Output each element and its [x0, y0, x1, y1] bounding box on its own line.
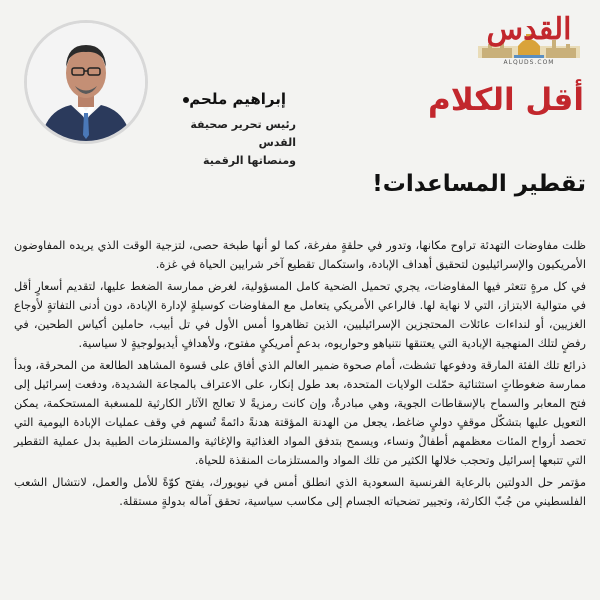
article-headline: تقطير المساعدات!: [372, 171, 586, 197]
author-role-line-2: ومنصاتها الرقمية: [203, 154, 296, 167]
column-title: أقل الكلام: [428, 82, 584, 118]
article-paragraph-2: في كل مرةٍ تتعثر فيها المفاوضات، يجري تحميل الضحية كامل المسؤولية، لغرض ممارسة الضغط عليها، لتقديم أسعارٍ أقل في متوالية الابتزاز، التي لا نهاية لها. فالراعي الأمريكي يتعامل مع المفاوضات كوسيلةٍ لإدارة الإبادة، دون أدنى التفاتةٍ لأوجاع الغزيين، أو لنداءات عائلات المحتجزين الإسرائيليين، الذين تظاهروا أمس الأول في تل أبيب، حاملين أكياس الطحين، في رفضٍ لتلك المنهجية الإبادية التي يعتنقها نتنياهو وحواريوه، بدعمٍ أمريكيٍ مفتوح، ولأهدافٍ أيديولوجيةٍ لا سياسية.: [14, 280, 586, 350]
author-name: إبراهيم ملحم: [189, 90, 286, 108]
newspaper-logo[interactable]: [474, 10, 584, 68]
article-paragraph-4: مؤتمر حل الدولتين بالرعاية الفرنسية السعودية الذي انطلق أمس في نيويورك، يفتح كوّةً للأمل والعمل، لانتشال الشعب الفلسطيني من جُبّ الكارثة، وتجيير تضحياته الجسام إلى مكاسب سياسية، تحقق آماله بدولةٍ مستقلة.: [14, 476, 586, 508]
author-portrait-icon: [27, 23, 145, 141]
article-paragraph-3: ذرائع تلك الفئة المارقة ودفوعها تشظت، أمام صحوة ضمير العالم الذي أفاق على قسوة المشاهد الطالعة من المحرقة، وبدأ ممارسة ضغوطاتٍ استثنائية حمّلت الولايات المتحدة، بعد طول إنكار، على الاعتراف بالمجاعة الشديدة، ودفعت إسرائيل إلى فتح المعابر والسماح بالإسقاطات الجوية، وهي مبادرةٌ، وإن كانت رمزيةً لا تعالج الآثار الكارثية للمسغبة المستحكمة، يمكن التعويل عليها بتشكّل موقفٍ دوليٍ ضاغط، يجعل من الهدنة المؤقتة هدنةً دائمةً تُسهم في وقف عمليات الإبادة اليومية التي تحصد أرواح المئات معظمهم أطفالٌ ونساء، ويسمح بتدفق المواد الغذائية والإغاثية والمستلزمات الطبية بدل عملية التقطير التي تتبعها إسرائيل وتحجب خلالها الكثير من تلك المواد والمستلزمات المنقذة للحياة.: [14, 359, 586, 467]
logo-subtitle: ALQUDS.COM: [503, 59, 555, 66]
logo-wordmark: القدس: [486, 12, 572, 47]
author-photo: [24, 20, 148, 144]
article-body: [14, 236, 586, 514]
article-paragraph-1: ظلت مفاوضات التهدئة تراوح مكانها، وتدور في حلقةٍ مفرغة، كما لو أنها طبخة حصى، لتزجية الوقت الذي يريده المفاوضون الأمريكيون والإسرائيليون لتحقيق أهداف الإبادة، واستكمال تقطيع آخر شرايين الحياة في غزة.: [14, 239, 586, 271]
author-name-line: [156, 90, 286, 108]
author-role-line-1: رئيس تحرير صحيفة القدس: [190, 118, 296, 149]
author-role: [156, 116, 296, 170]
